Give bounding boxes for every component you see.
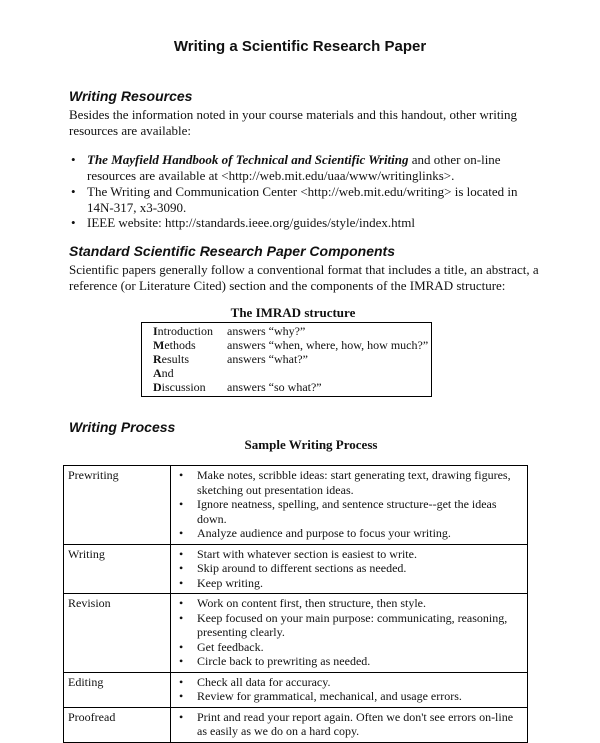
bullet-icon: • xyxy=(179,596,184,610)
writing-process-table xyxy=(63,465,528,743)
list-item: • Keep writing. xyxy=(179,575,263,590)
bullet-icon: • xyxy=(179,654,184,668)
list-item: • Circle back to prewriting as needed. xyxy=(179,654,371,668)
components-heading: Standard Scientific Research Paper Components xyxy=(69,243,395,259)
bullet-icon: • xyxy=(71,152,76,167)
imrad-answer: answers “so what?” xyxy=(227,380,322,394)
list-item: • Analyze audience and purpose to focus your writing. xyxy=(179,526,451,540)
list-item: • Start with whatever section is easiest to write. xyxy=(179,546,417,561)
writing-process-heading: Writing Process xyxy=(69,419,176,435)
imrad-word: nd xyxy=(161,366,174,380)
bullet-icon: • xyxy=(179,526,184,540)
steps-cell xyxy=(171,672,528,707)
stage-cell: Writing xyxy=(64,544,171,594)
table-row xyxy=(64,672,528,707)
steps-cell xyxy=(171,594,528,673)
list-item: • Check all data for accuracy. xyxy=(179,674,331,689)
stage-cell: Editing xyxy=(64,672,171,707)
bullet-icon: • xyxy=(179,575,184,590)
bullet-icon: • xyxy=(71,184,76,199)
table-row xyxy=(64,594,528,673)
bullet-icon: • xyxy=(179,546,184,561)
list-item: • Keep focused on your main purpose: communicating, reasoning, presenting clearly. xyxy=(179,610,508,639)
resources-intro: Besides the information noted in your course materials and this handout, other writing resources are available: xyxy=(69,107,518,138)
imrad-initial: A xyxy=(153,366,162,380)
list-item: • Make notes, scribble ideas: start generating text, drawing figures, sketching out presentation ideas. xyxy=(179,468,511,497)
bullet-icon: • xyxy=(179,639,184,654)
imrad-initial: R xyxy=(153,352,162,366)
list-item: • Get feedback. xyxy=(179,639,264,654)
list-item: • Skip around to different sections as needed. xyxy=(179,561,407,575)
resource-text: The Writing and Communication Center <http://web.mit.edu/writing> is located in 14N-317, x3-3090. xyxy=(87,184,518,215)
imrad-initial: M xyxy=(153,338,165,352)
imrad-word: iscussion xyxy=(161,380,206,394)
steps-cell xyxy=(171,707,528,742)
stage-cell: Proofread xyxy=(64,707,171,742)
writing-resources-heading: Writing Resources xyxy=(69,88,193,104)
bullet-icon: • xyxy=(179,709,184,724)
stage-cell: Prewriting xyxy=(64,466,171,545)
sample-process-title: Sample Writing Process xyxy=(244,437,378,452)
bullet-icon: • xyxy=(179,497,184,511)
bullet-icon: • xyxy=(71,215,76,230)
components-intro: Scientific papers generally follow a conventional format that includes a title, an abstract, a reference (or Literature Cited) section and the components of the IMRAD structure: xyxy=(69,262,539,293)
imrad-initial: D xyxy=(153,380,162,394)
bullet-icon: • xyxy=(179,610,184,625)
page-title: Writing a Scientific Research Paper xyxy=(173,38,427,55)
bullet-icon: • xyxy=(179,674,184,689)
imrad-box xyxy=(141,322,432,397)
imrad-word: ethods xyxy=(164,338,196,352)
list-item: • Print and read your report again. Often we don't see errors on-line as easily as we do on a hard copy. xyxy=(179,709,514,738)
list-item: • Work on content first, then structure, then style. xyxy=(179,596,426,610)
bullet-icon: • xyxy=(179,468,184,482)
stage-cell: Revision xyxy=(64,594,171,673)
table-row xyxy=(64,466,528,545)
imrad-answer: answers “what?” xyxy=(227,352,308,366)
imrad-answer: answers “when, where, how, how much?” xyxy=(227,338,429,352)
imrad-initial: I xyxy=(153,324,158,338)
steps-cell xyxy=(171,466,528,545)
table-row xyxy=(64,544,528,594)
handbook-title: The Mayfield Handbook of Technical and Scientific Writing xyxy=(87,152,409,167)
table-row xyxy=(64,707,528,742)
bullet-icon: • xyxy=(179,561,184,575)
imrad-word: ntroduction xyxy=(157,324,213,338)
bullet-icon: • xyxy=(179,689,184,703)
resource-text: and other on-line resources are available at <http://web.mit.edu/uaa/www/writinglinks>. xyxy=(87,152,501,183)
list-item: • Ignore neatness, spelling, and sentence structure--get the ideas down. xyxy=(179,497,497,526)
imrad-title: The IMRAD structure xyxy=(230,305,356,320)
resource-text: IEEE website: http://standards.ieee.org/guides/style/index.html xyxy=(87,215,415,230)
imrad-answer: answers “why?” xyxy=(227,324,306,338)
imrad-word: esults xyxy=(161,352,190,366)
list-item: • Review for grammatical, mechanical, and usage errors. xyxy=(179,689,462,703)
steps-cell xyxy=(171,544,528,594)
